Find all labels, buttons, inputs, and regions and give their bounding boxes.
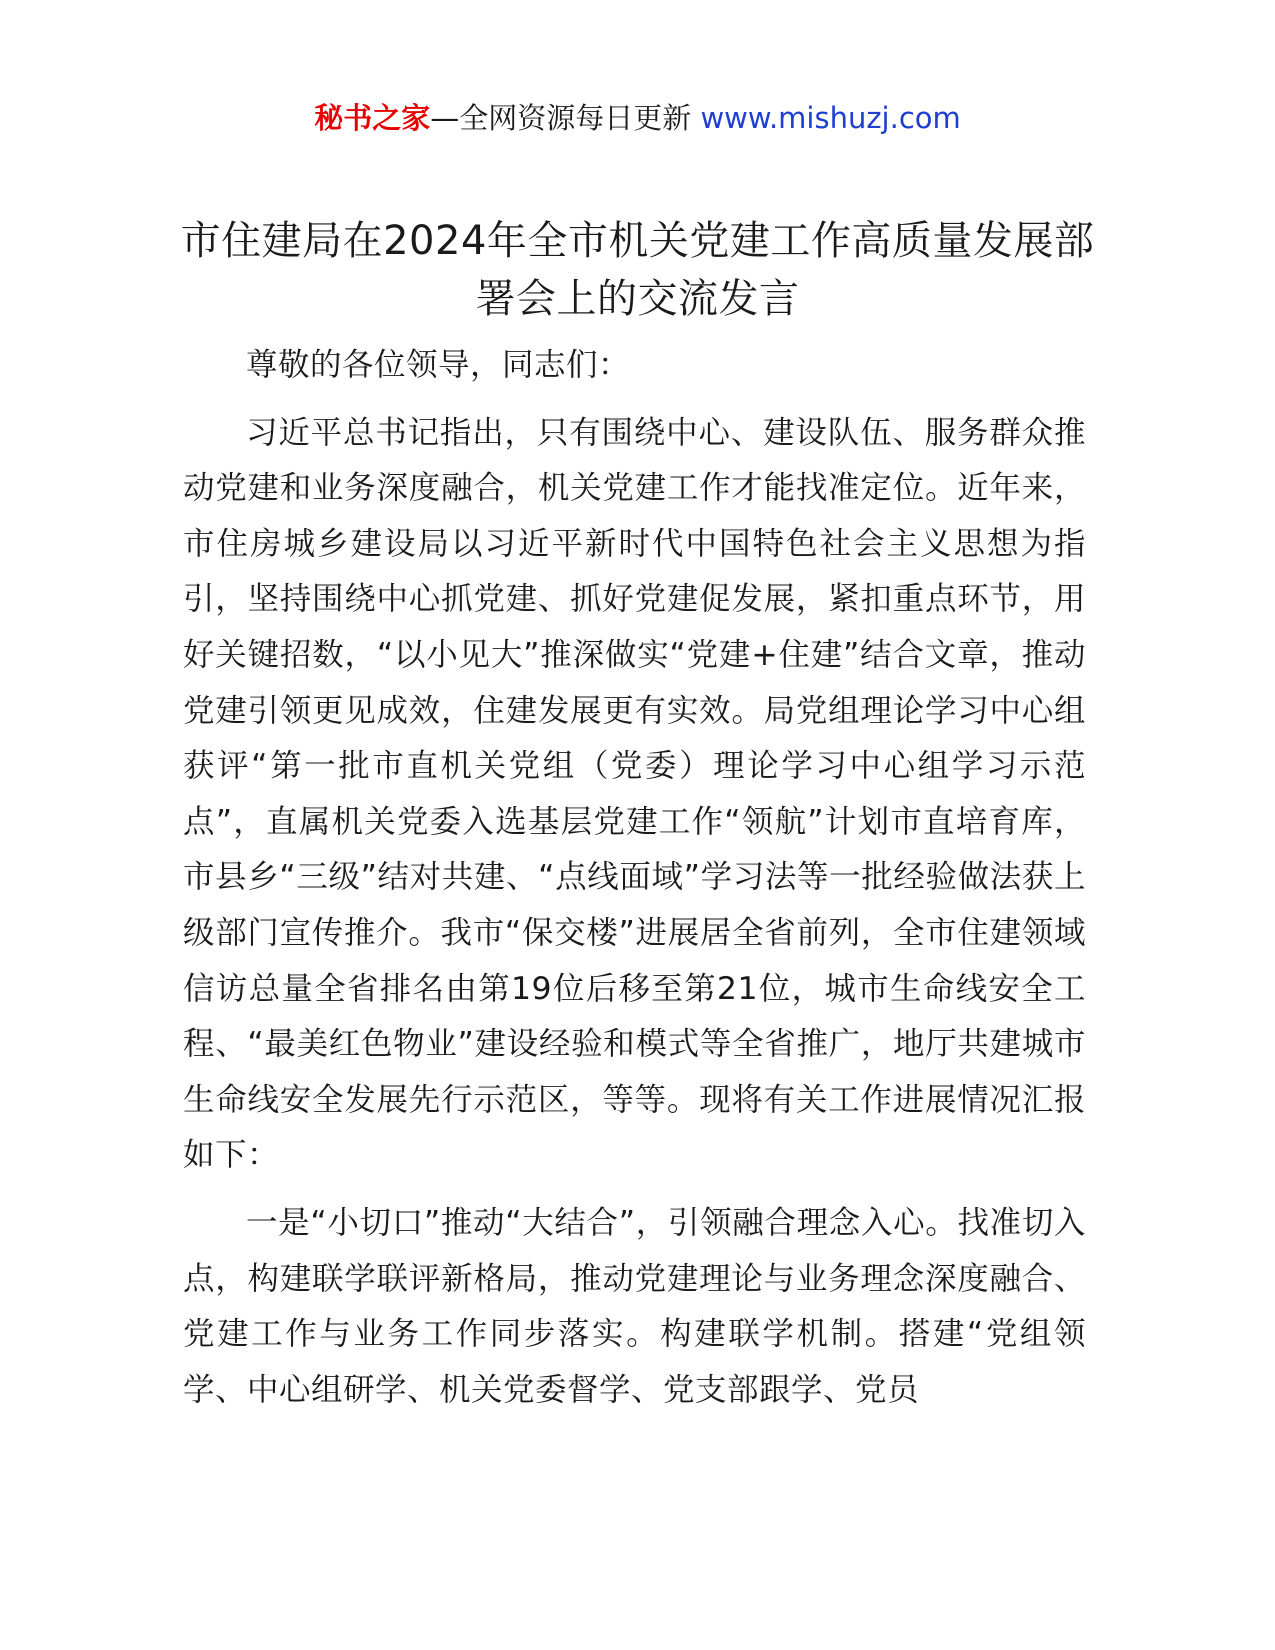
site-tagline: —全网资源每日更新 xyxy=(430,101,701,135)
site-url-link[interactable]: www.mishuzj.com xyxy=(700,101,961,135)
body-paragraph-2: 一是“小切口”推动“大结合”，引领融合理念入心。找准切入点，构建联学联评新格局，推动党建理论与业务理念深度融合、党建工作与业务工作同步落实。构建联学机制。搭建“党组领学、中心组研学、机关党委督学、党支部跟学、党员 xyxy=(183,1204,1086,1408)
salutation: 尊敬的各位领导，同志们： xyxy=(246,347,631,383)
document-title: 市住建局在2024年全市机关党建工作高质量发展部署会上的交流发言 xyxy=(180,218,1095,322)
site-header xyxy=(0,98,1275,138)
brand-name: 秘书之家 xyxy=(314,101,431,135)
document-body xyxy=(183,338,1086,1430)
body-paragraph-1: 习近平总书记指出，只有围绕中心、建设队伍、服务群众推动党建和业务深度融合，机关党建工作才能找准定位。近年来，市住房城乡建设局以习近平新时代中国特色社会主义思想为指引，坚持围绕中心抓党建、抓好党建促发展，紧扣重点环节，用好关键招数，“以小见大”推深做实“党建+住建”结合文章，推动党建引领更见成效，住建发展更有实效。局党组理论学习中心组获评“第一批市直机关党组（党委）理论学习中心组学习示范点”，直属机关党委入选基层党建工作“领航”计划市直培育库，市县乡“三级”结对共建、“点线面域”学习法等一批经验做法获上级部门宣传推介。我市“保交楼”进展居全省前列，全市住建领域信访总量全省排名由第19位后移至第21位，城市生命线安全工程、“最美红色物业”建设经验和模式等全省推广，地厅共建城市生命线安全发展先行示范区，等等。现将有关工作进展情况汇报如下： xyxy=(183,414,1086,1174)
